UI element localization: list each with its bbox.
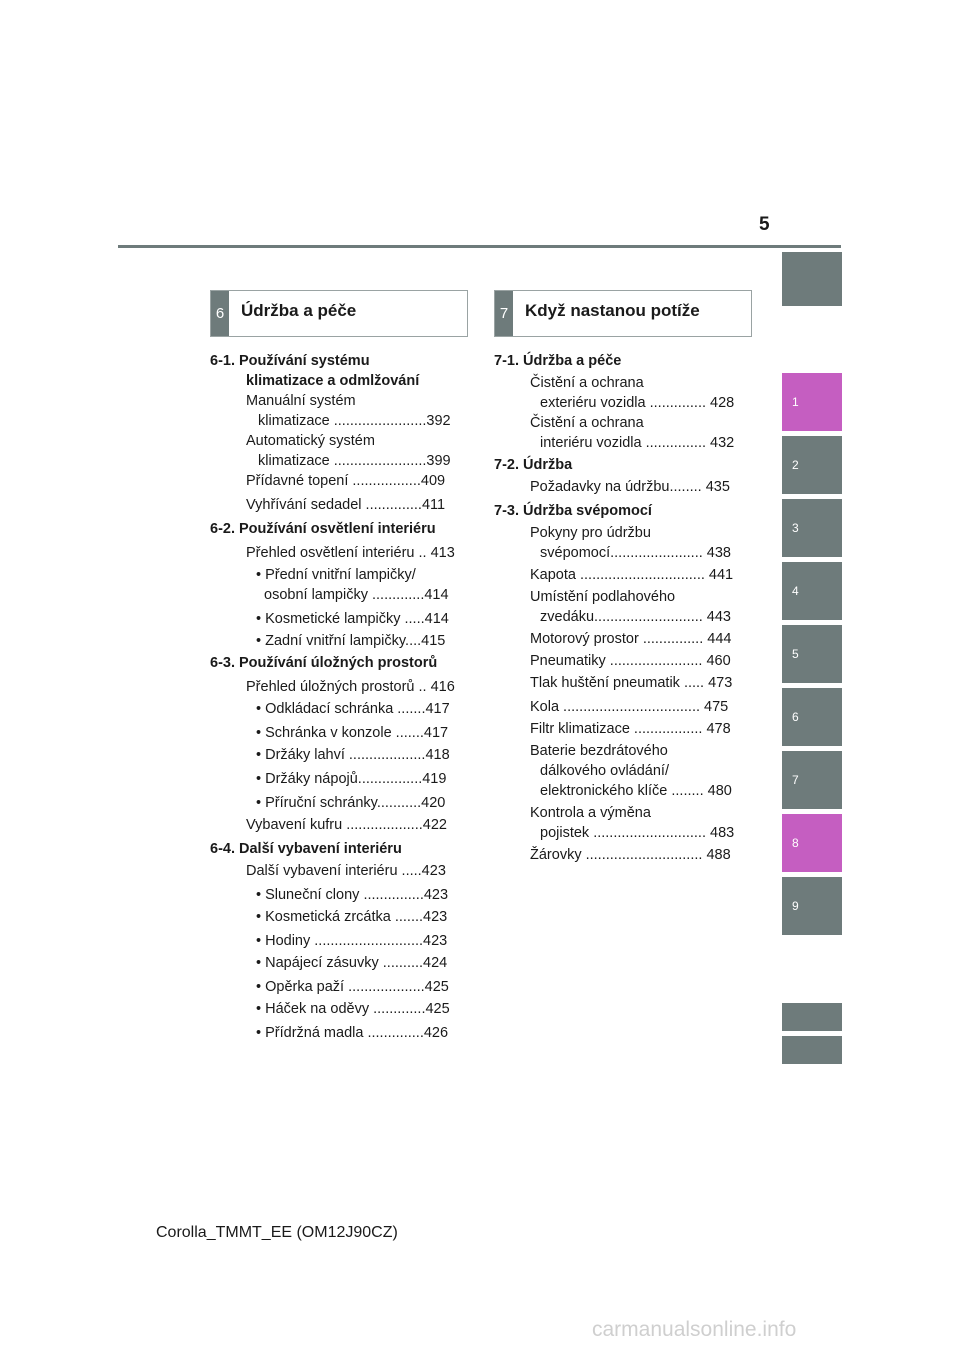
toc-entry[interactable]: Čistění a ochrana: [530, 375, 644, 391]
toc-entry[interactable]: Přehled úložných prostorů .. 416: [246, 679, 455, 695]
toc-entry[interactable]: Motorový prostor ............... 444: [530, 631, 732, 647]
tab-label: 7: [792, 773, 799, 787]
toc-entry[interactable]: Další vybavení interiéru .....423: [246, 863, 446, 879]
toc-chapter-heading: 6-3. Používání úložných prostorů: [210, 655, 438, 671]
toc-entry[interactable]: • Příruční schránky...........420: [256, 795, 446, 811]
toc-entry[interactable]: Automatický systém: [246, 433, 375, 449]
toc-chapter-heading: 6-4. Další vybavení interiéru: [210, 841, 402, 857]
section-title: Údržba a péče: [241, 301, 357, 320]
toc-entry[interactable]: • Hodiny ...........................423: [256, 933, 448, 949]
toc-entry[interactable]: Požadavky na údržbu........ 435: [530, 479, 730, 495]
toc-entry[interactable]: pojistek ............................ 483: [540, 825, 735, 841]
toc-entry[interactable]: Kontrola a výměna: [530, 805, 651, 821]
top-rule: [118, 245, 841, 248]
toc-entry[interactable]: svépomocí....................... 438: [540, 545, 731, 561]
tab-label: 3: [792, 521, 799, 535]
toc-chapter-heading: klimatizace a odmlžování: [246, 373, 420, 389]
chapter-tab-2[interactable]: [782, 436, 842, 494]
tab-label: 9: [792, 899, 799, 913]
toc-entry[interactable]: Filtr klimatizace ................. 478: [530, 721, 731, 737]
toc-entry[interactable]: interiéru vozidla ............... 432: [540, 435, 735, 451]
toc-entry[interactable]: Pneumatiky ....................... 460: [530, 653, 731, 669]
toc-entry[interactable]: • Držáky lahví ...................418: [256, 747, 450, 763]
section-title: Když nastanou potíže: [525, 301, 700, 320]
toc-chapter-heading: 6-2. Používání osvětlení interiéru: [210, 521, 436, 537]
chapter-tab-4[interactable]: [782, 562, 842, 620]
toc-chapter-heading: 7-1. Údržba a péče: [494, 353, 622, 369]
toc-entry[interactable]: • Kosmetická zrcátka .......423: [256, 909, 448, 925]
toc-entry[interactable]: • Přídržná madla ..............426: [256, 1025, 449, 1041]
toc-entry[interactable]: dálkového ovládání/: [540, 763, 669, 779]
chapter-tab-blank[interactable]: [782, 1003, 842, 1031]
toc-entry[interactable]: Čistění a ochrana: [530, 415, 644, 431]
toc-entry[interactable]: klimatizace .......................399: [258, 453, 451, 469]
toc-entry[interactable]: Umístění podlahového: [530, 589, 676, 605]
toc-entry[interactable]: • Kosmetické lampičky .....414: [256, 611, 449, 627]
watermark: carmanualsonline.info: [592, 1318, 797, 1341]
toc-chapter-heading: 7-3. Údržba svépomocí: [494, 503, 652, 519]
toc-entry[interactable]: • Držáky nápojů................419: [256, 771, 447, 787]
chapter-tab-7[interactable]: [782, 751, 842, 809]
tab-label: 6: [792, 710, 799, 724]
footer-document-id: Corolla_TMMT_EE (OM12J90CZ): [156, 1224, 398, 1241]
toc-entry[interactable]: Tlak huštění pneumatik ..... 473: [530, 675, 733, 691]
toc-chapter-heading: 6-1. Používání systému: [210, 353, 370, 369]
toc-entry[interactable]: Baterie bezdrátového: [530, 743, 668, 759]
toc-entry[interactable]: • Schránka v konzole .......417: [256, 725, 449, 741]
toc-entry[interactable]: osobní lampičky .............414: [264, 587, 449, 603]
tab-label: 5: [792, 647, 799, 661]
chapter-tab-5[interactable]: [782, 625, 842, 683]
tab-label: 4: [792, 584, 799, 598]
chapter-tab-blank[interactable]: [782, 1036, 842, 1064]
toc-entry[interactable]: • Přední vnitřní lampičky/: [256, 567, 416, 583]
toc-entry[interactable]: Vyhřívání sedadel ..............411: [246, 497, 446, 513]
toc-entry[interactable]: Přídavné topení .................409: [246, 473, 446, 489]
toc-entry[interactable]: • Zadní vnitřní lampičky....415: [256, 633, 446, 649]
toc-entry[interactable]: zvedáku........................... 443: [540, 609, 731, 625]
toc-entry[interactable]: Pokyny pro údržbu: [530, 525, 651, 541]
section-header-7: [494, 290, 752, 337]
toc-entry[interactable]: Žárovky ............................. 488: [530, 847, 731, 863]
chapter-tab-blank[interactable]: [782, 252, 842, 306]
toc-entry[interactable]: Kapota ............................... 441: [530, 567, 734, 583]
section-header-6: [210, 290, 468, 337]
toc-entry[interactable]: Přehled osvětlení interiéru .. 413: [246, 545, 455, 561]
toc-entry[interactable]: • Odkládací schránka .......417: [256, 701, 450, 717]
toc-entry[interactable]: • Sluneční clony ...............423: [256, 887, 449, 903]
page-number: 5: [759, 214, 770, 235]
chapter-tab-8[interactable]: [782, 814, 842, 872]
toc-entry[interactable]: elektronického klíče ........ 480: [540, 783, 732, 799]
tab-label: 1: [792, 395, 799, 409]
chapter-tab-1[interactable]: [782, 373, 842, 431]
chapter-tab-9[interactable]: [782, 877, 842, 935]
chapter-tab-3[interactable]: [782, 499, 842, 557]
toc-entry[interactable]: exteriéru vozidla .............. 428: [540, 395, 735, 411]
section-number: 6: [211, 291, 229, 336]
toc-entry[interactable]: • Opěrka paží ...................425: [256, 979, 449, 995]
toc-entry[interactable]: • Háček na oděvy .............425: [256, 1001, 450, 1017]
tab-label: 8: [792, 836, 799, 850]
toc-entry[interactable]: Manuální systém: [246, 393, 356, 409]
toc-entry[interactable]: klimatizace .......................392: [258, 413, 451, 429]
section-number: 7: [495, 291, 513, 336]
toc-chapter-heading: 7-2. Údržba: [494, 457, 573, 473]
toc-entry[interactable]: Kola .................................. 475: [530, 699, 729, 715]
toc-entry[interactable]: • Napájecí zásuvky ..........424: [256, 955, 448, 971]
toc-entry[interactable]: Vybavení kufru ...................422: [246, 817, 447, 833]
tab-label: 2: [792, 458, 799, 472]
chapter-tab-6[interactable]: [782, 688, 842, 746]
